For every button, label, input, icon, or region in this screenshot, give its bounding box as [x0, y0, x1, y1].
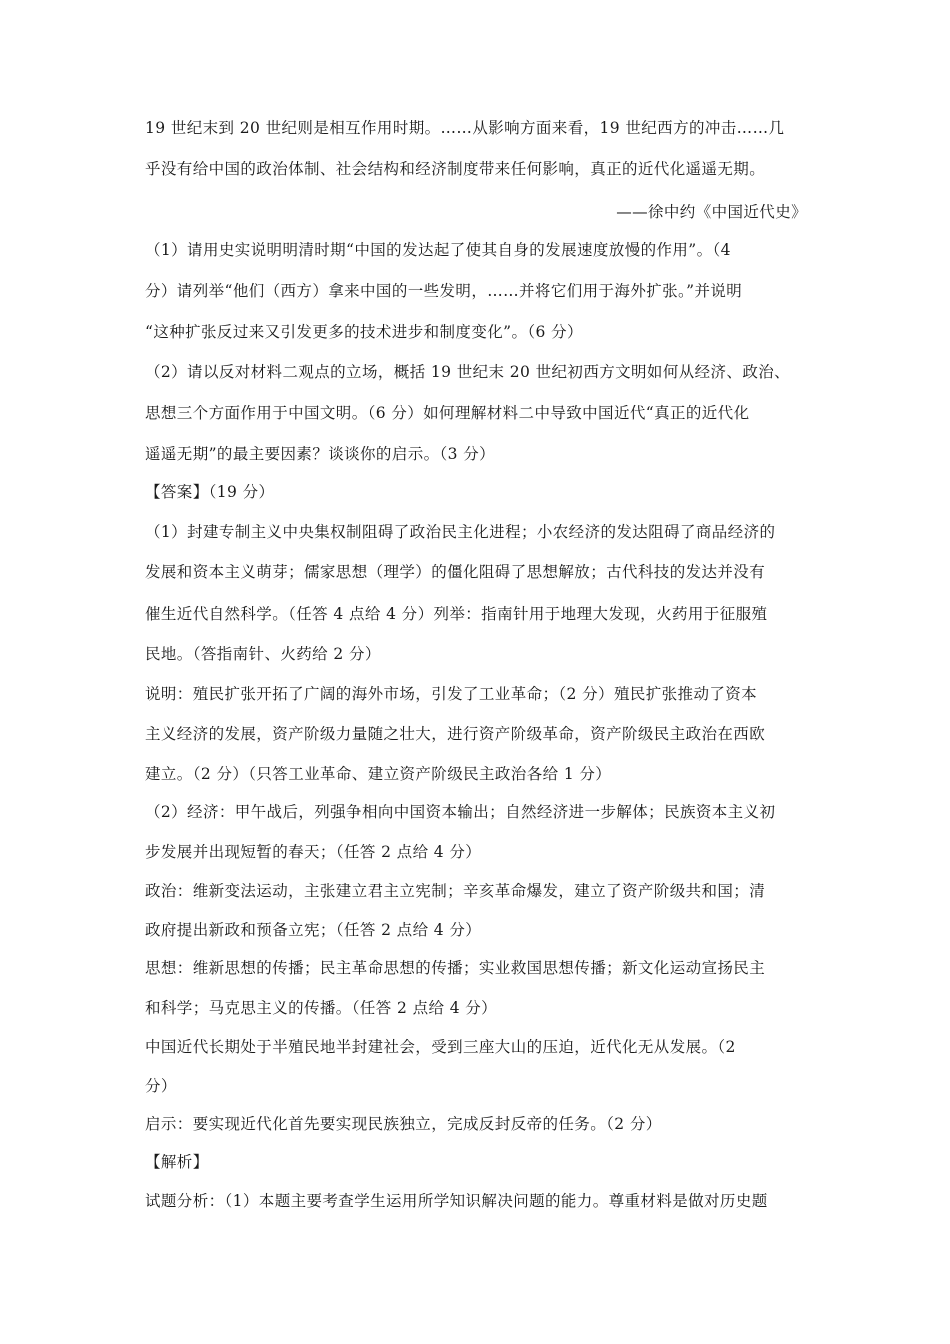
question-1-line: （1）请用史实说明明清时期“中国的发达起了使其自身的发展速度放慢的作用”。（4: [145, 241, 731, 259]
answer-line: 步发展并出现短暂的春天；（任答 2 点给 4 分）: [145, 843, 482, 861]
answer-line: 说明：殖民扩张开拓了广阔的海外市场，引发了工业革命；（2 分）殖民扩张推动了资本: [145, 685, 758, 703]
answer-line: 主义经济的发展，资产阶级力量随之壮大，进行资产阶级革命，资产阶级民主政治在西欧: [145, 725, 766, 743]
text-line: 乎没有给中国的政治体制、社会结构和经济制度带来任何影响，真正的近代化遥遥无期。: [145, 160, 766, 178]
answer-line: 发展和资本主义萌芽；儒家思想（理学）的僵化阻碍了思想解放；古代科技的发达并没有: [145, 563, 766, 581]
answer-line: （1）封建专制主义中央集权制阻碍了政治民主化进程；小农经济的发达阻碍了商品经济的: [145, 523, 776, 541]
question-2-line: 思想三个方面作用于中国文明。（6 分）如何理解材料二中导致中国近代“真正的近代化: [145, 404, 750, 422]
answer-line: 分）: [145, 1077, 177, 1095]
text-line: 19 世纪末到 20 世纪则是相互作用时期。……从影响方面来看，19 世纪西方的冲击……几: [145, 119, 785, 137]
answer-line: 中国近代长期处于半殖民地半封建社会，受到三座大山的压迫，近代化无从发展。（2: [145, 1038, 736, 1056]
answer-line: 启示：要实现近代化首先要实现民族独立，完成反封反帝的任务。（2 分）: [145, 1115, 662, 1133]
answer-line: 民地。（答指南针、火药给 2 分）: [145, 645, 381, 663]
analysis-line: 试题分析：（1）本题主要考查学生运用所学知识解决问题的能力。尊重材料是做对历史题: [145, 1192, 768, 1210]
answer-line: 思想：维新思想的传播；民主革命思想的传播；实业救国思想传播；新文化运动宣扬民主: [145, 959, 766, 977]
question-1-line: “这种扩张反过来又引发更多的技术进步和制度变化”。（6 分）: [145, 323, 583, 341]
answer-line: 建立。（2 分）（只答工业革命、建立资产阶级民主政治各给 1 分）: [145, 765, 612, 783]
answer-line: 催生近代自然科学。（任答 4 点给 4 分）列举：指南针用于地理大发现，火药用于征服殖: [145, 605, 768, 623]
source-citation: ——徐中约《中国近代史》: [616, 203, 807, 221]
answer-line: 政治：维新变法运动，主张建立君主立宪制；辛亥革命爆发，建立了资产阶级共和国；清: [145, 882, 766, 900]
answer-heading: 【答案】（19 分）: [145, 483, 275, 501]
answer-line: 和科学；马克思主义的传播。（任答 2 点给 4 分）: [145, 999, 498, 1017]
answer-line: 政府提出新政和预备立宪；（任答 2 点给 4 分）: [145, 921, 482, 939]
question-2-line: （2）请以反对材料二观点的立场，概括 19 世纪末 20 世纪初西方文明如何从经济、政治、: [145, 363, 791, 381]
answer-line: （2）经济：甲午战后，列强争相向中国资本输出；自然经济进一步解体；民族资本主义初: [145, 803, 776, 821]
analysis-heading: 【解析】: [145, 1153, 209, 1171]
question-2-line: 遥遥无期”的最主要因素？谈谈你的启示。（3 分）: [145, 445, 496, 463]
question-1-line: 分）请列举“他们（西方）拿来中国的一些发明，……并将它们用于海外扩张。”并说明: [145, 282, 743, 300]
